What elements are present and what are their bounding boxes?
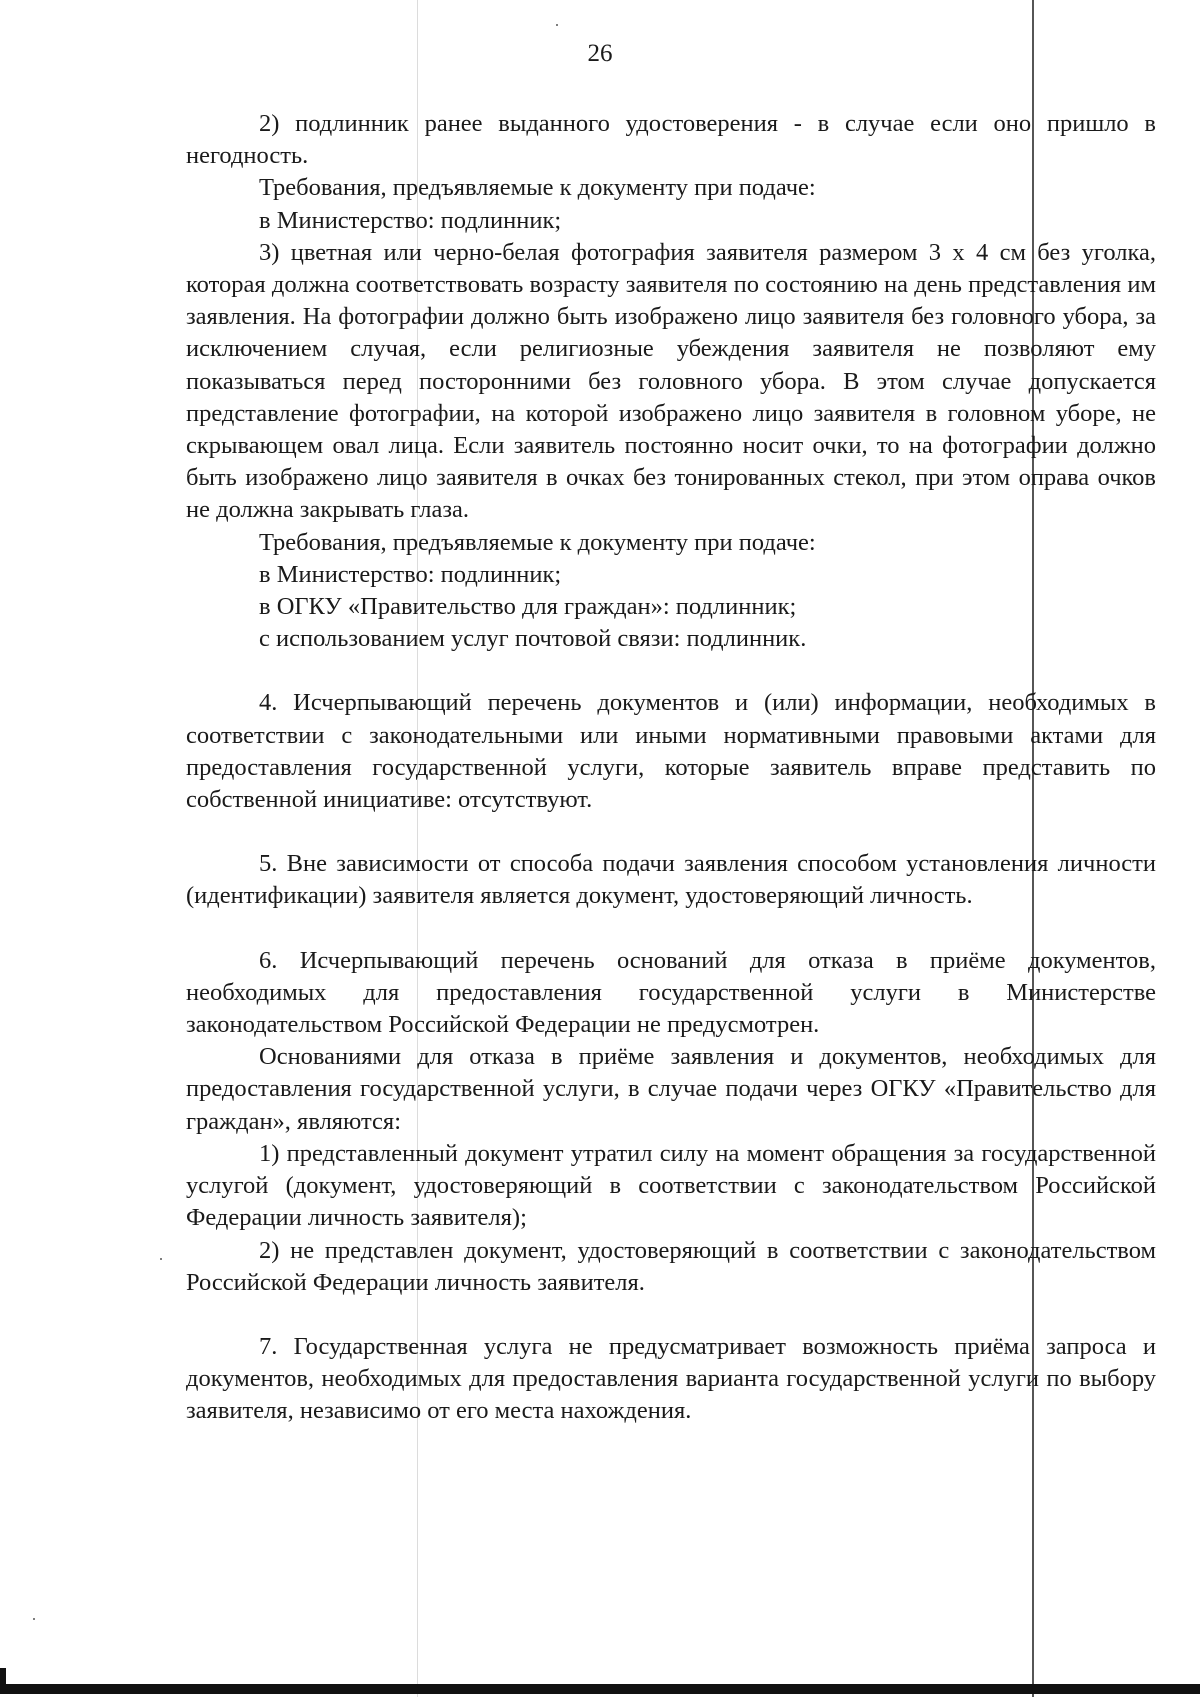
scan-speck [33, 1618, 35, 1620]
scan-speck [160, 1258, 162, 1260]
page-number: 26 [587, 40, 613, 67]
scan-edge-bottom [0, 1684, 1200, 1694]
paragraph-section-5: 5. Вне зависимости от способа подачи заявления способом установления личности (идентификации) заявителя является документ, удостоверяющий личность. [186, 850, 1156, 910]
paragraph-refusal-grounds: Основаниями для отказа в приёме заявления и документов, необходимых для предоставления государственной услуги, в случае подачи через ОГКУ «Правительство для граждан», являются: [186, 1043, 1156, 1135]
paragraph-postal-original: с использованием услуг почтовой связи: подлинник. [259, 625, 807, 653]
paragraph-item-2-original-certificate: 2) подлинник ранее выданного удостоверения - в случае если оно пришло в негодность. [186, 110, 1156, 170]
paragraph-section-7: 7. Государственная услуга не предусматривает возможность приёма запроса и документов, необходимых для предоставления варианта государственной услуги по выбору заявителя, независимо от его места нахождения. [186, 1332, 1156, 1425]
paragraph-ministry-original: в Министерство: подлинник; [259, 560, 562, 588]
paragraph-section-4: 4. Исчерпывающий перечень документов и (или) информации, необходимых в соответствии с законодательными или иными нормативными правовыми актами для предоставления государственной услуги, которые заявитель вправе представить по собственной инициативе: отсутствуют. [186, 689, 1156, 814]
document-body [186, 108, 1156, 1428]
paragraph-ogku-original: в ОГКУ «Правительство для граждан»: подлинник; [259, 593, 797, 621]
paragraph-requirements-heading: Требования, предъявляемые к документу при подаче: [259, 174, 816, 202]
paragraph-refusal-ground-2: 2) не представлен документ, удостоверяющий в соответствии с законодательством Российской Федерации личность заявителя. [186, 1236, 1156, 1296]
scan-speck [556, 24, 558, 26]
paragraph-requirements-heading: Требования, предъявляемые к документу при подаче: [259, 528, 816, 556]
paragraph-section-6: 6. Исчерпывающий перечень оснований для отказа в приёме документов, необходимых для предоставления государственной услуги в Министерстве законодательством Российской Федерации не предусмотрен. [186, 946, 1156, 1039]
paragraph-ministry-original: в Министерство: подлинник; [259, 206, 562, 234]
paragraph-refusal-ground-1: 1) представленный документ утратил силу на момент обращения за государственной услугой (документ, удостоверяющий в соответствии с законодательством Российской Федерации личность заявителя); [186, 1139, 1156, 1232]
paragraph-item-3-photo: 3) цветная или черно-белая фотография заявителя размером 3 х 4 см без уголка, которая должна соответствовать возрасту заявителя по состоянию на день представления им заявления. На фотографии должно быть изображено лицо заявителя без головного убора, за исключением случая, если религиозные убеждения заявителя не позволяют ему показываться перед посторонними без головного убора. В этом случае допускается представление фотографии, на которой изображено лицо заявителя в головном уборе, не скрывающем овал лица. Если заявитель постоянно носит очки, то на фотографии должно быть изображено лицо заявителя в очках без тонированных стекол, при этом оправа очков не должна закрывать глаза. [186, 238, 1156, 524]
